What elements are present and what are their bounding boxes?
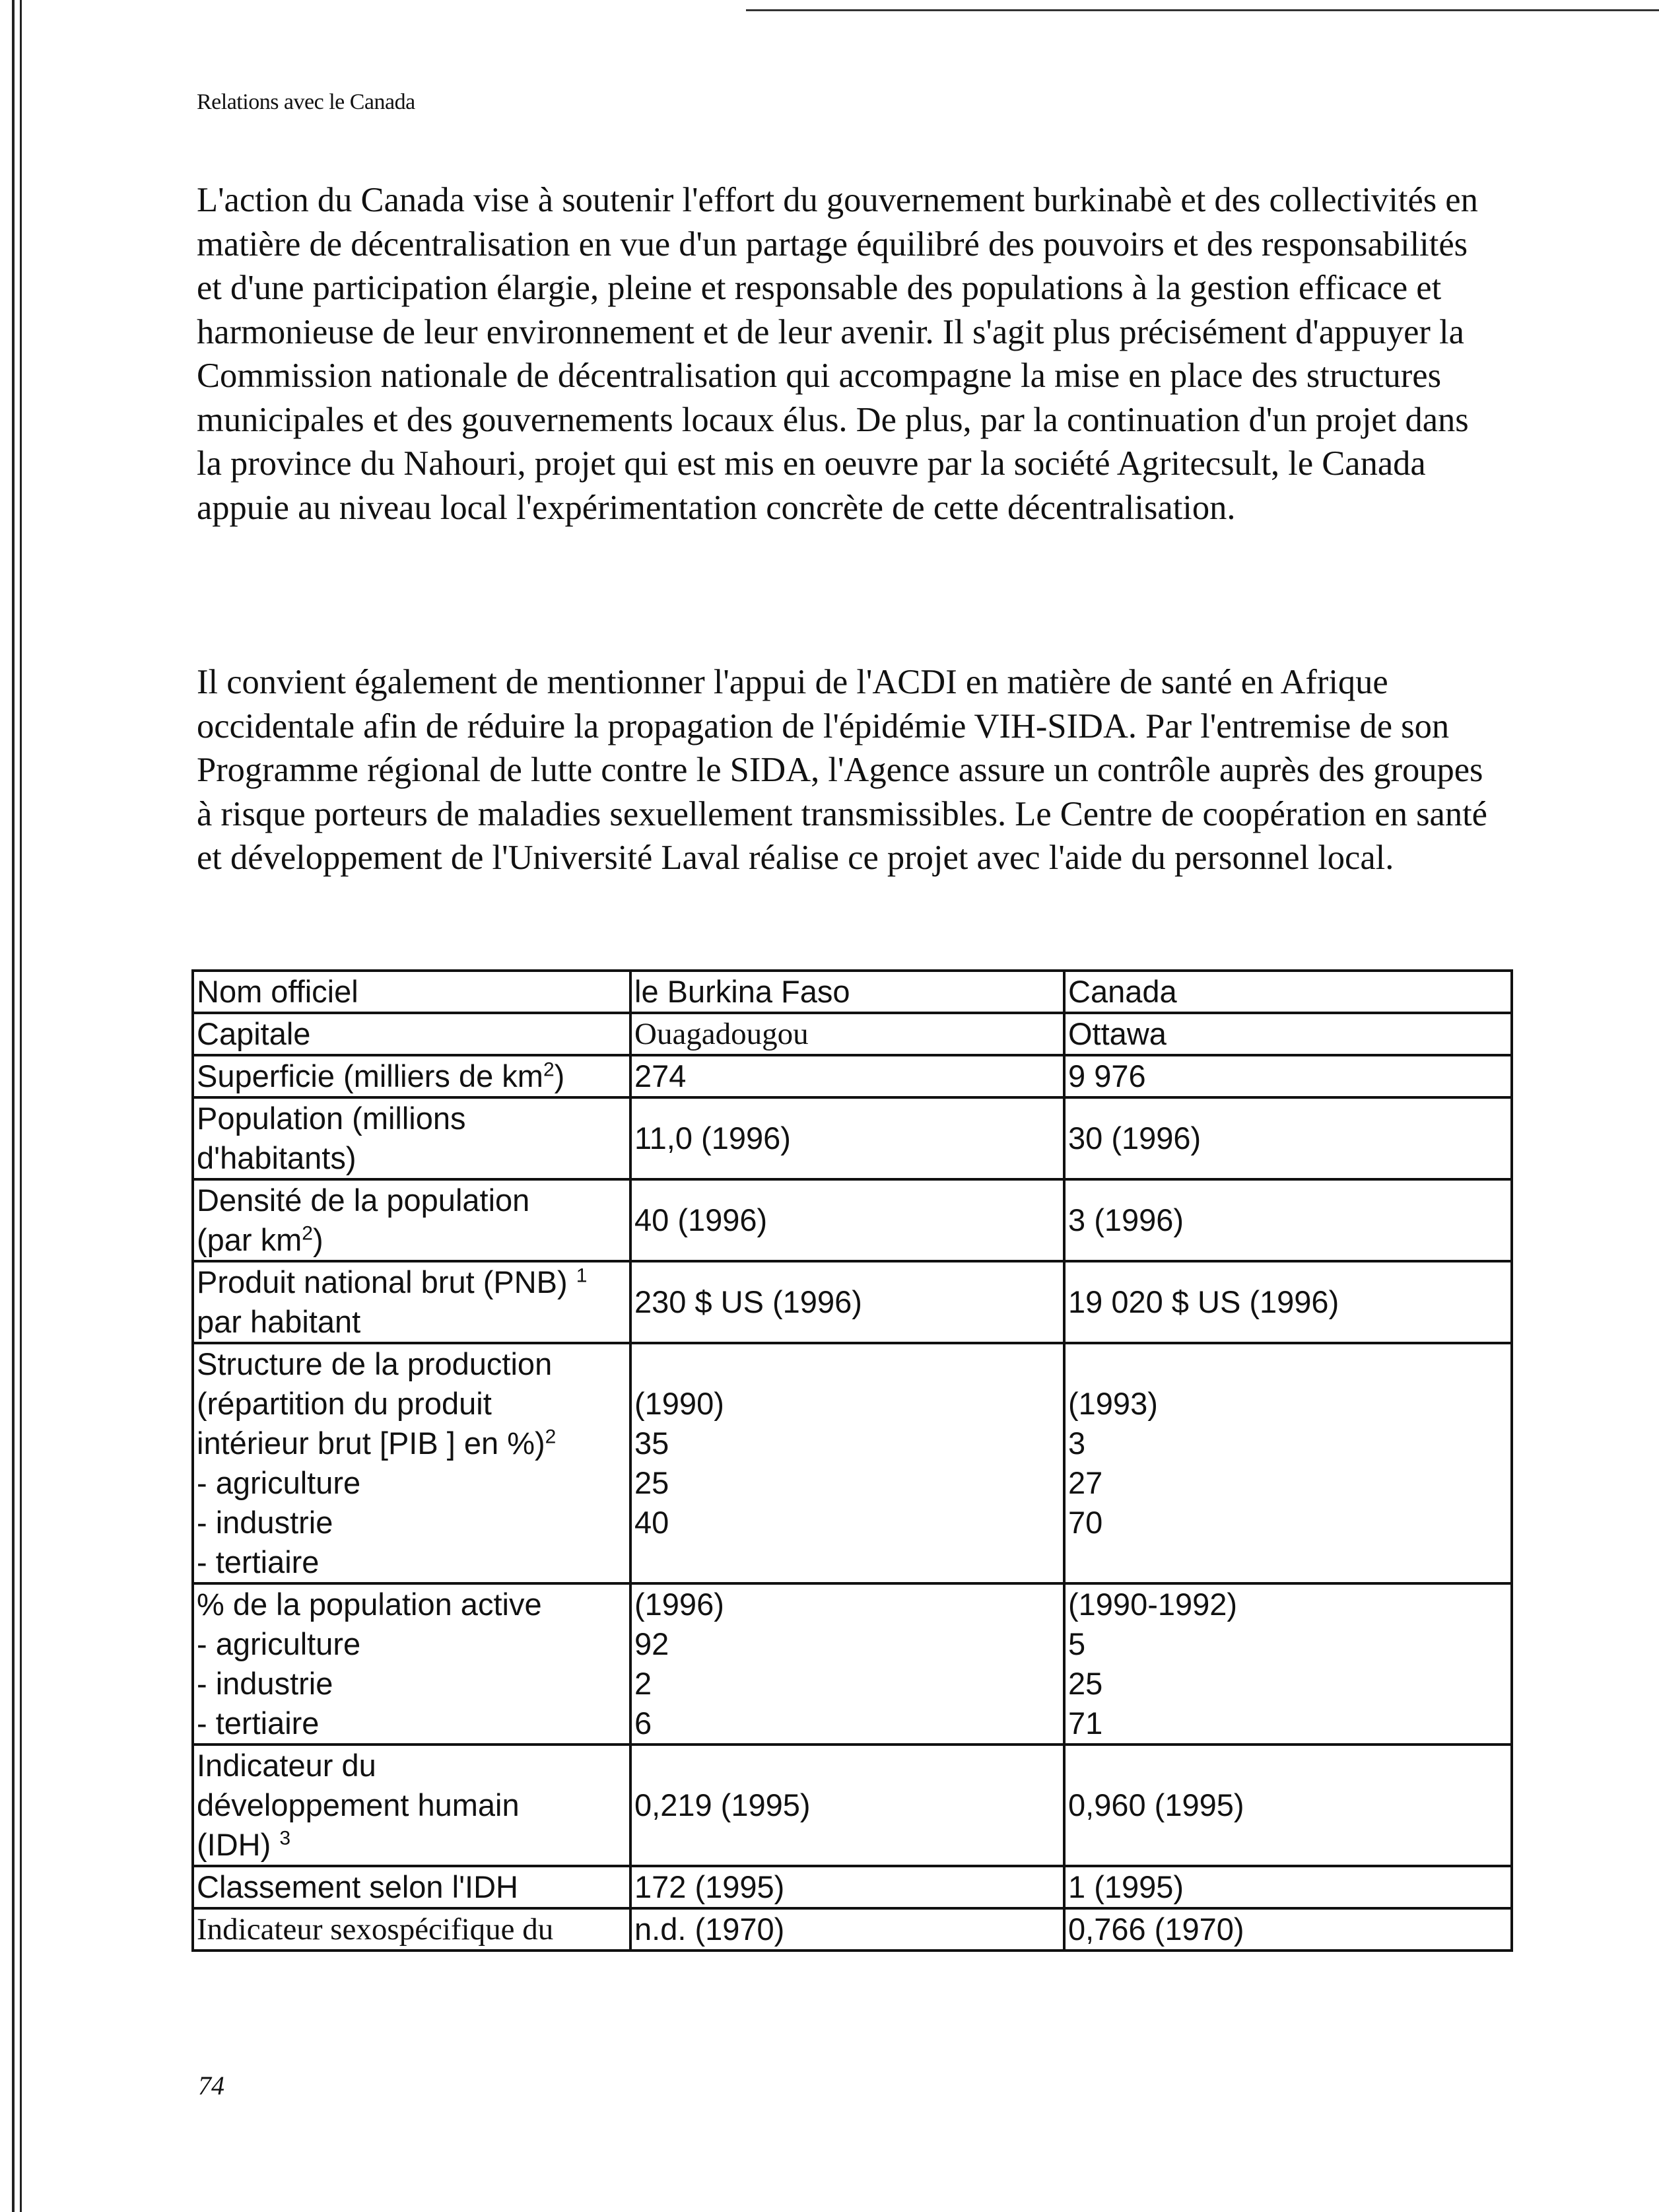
top-scan-rule [746, 9, 1659, 11]
label-text: Superficie (milliers de km [197, 1058, 543, 1093]
table-row-idh [193, 1745, 1512, 1866]
label-line: Indicateur du [197, 1748, 376, 1783]
label-text: (IDH) [197, 1827, 271, 1862]
label-line [197, 1220, 626, 1260]
row-label: Classement selon l'IDH [193, 1866, 630, 1908]
cell-canada: Canada [1064, 971, 1512, 1013]
spacer [1068, 1344, 1508, 1384]
page-number: 74 [198, 2071, 224, 2100]
table-row-population-active [193, 1583, 1512, 1745]
sector-label: - agriculture [197, 1626, 361, 1661]
running-header: Relations avec le Canada [197, 90, 415, 114]
label-line [197, 1262, 626, 1302]
value: 2 [634, 1666, 652, 1701]
label-line: Population (millions [197, 1101, 466, 1136]
label-end: ) [312, 1222, 323, 1257]
sector-label: - agriculture [197, 1465, 361, 1500]
table-row-capitale [193, 1013, 1512, 1055]
cell-canada: 9 976 [1064, 1055, 1512, 1097]
year-label: (1996) [634, 1587, 724, 1622]
label-text: intérieur brut [PIB ] en %) [197, 1426, 545, 1461]
value: 40 [634, 1505, 669, 1540]
sector-label: - tertiaire [197, 1706, 320, 1741]
label-line: (répartition du produit [197, 1386, 492, 1421]
superscript: 2 [543, 1058, 555, 1081]
label-text: Produit national brut (PNB) [197, 1264, 568, 1299]
row-label [193, 1097, 630, 1179]
table-row-classement-idh [193, 1866, 1512, 1908]
body-paragraph-sante: Il convient également de mentionner l'appui de l'ACDI en matière de santé en Afrique occidentale afin de réduire la propagation de l'épidémie VIH-SIDA. Par l'entremise de son Programme régional de lutte contre le SIDA, l'Agence assure un contrôle auprès des groupes à risque porteurs de maladies sexuellement transmissibles. Le Centre de coopération en santé et développement de l'Université Laval réalise ce projet avec l'aide du personnel local. [197, 663, 1487, 877]
table-row-superficie [193, 1055, 1512, 1097]
year-label: (1993) [1068, 1386, 1158, 1421]
value: 25 [634, 1465, 669, 1500]
year-label: (1990-1992) [1068, 1587, 1238, 1622]
cell-canada: 1 (1995) [1064, 1866, 1512, 1908]
superscript: 2 [302, 1222, 313, 1245]
sector-label: - industrie [197, 1666, 333, 1701]
cell-burkina: n.d. (1970) [630, 1908, 1064, 1951]
row-label [193, 1261, 630, 1343]
cell-canada: 0,960 (1995) [1064, 1745, 1512, 1866]
cell-burkina [630, 1343, 1064, 1583]
cell-burkina: 274 [630, 1055, 1064, 1097]
binding-edge-line-inner [20, 0, 22, 2212]
table-row-population [193, 1097, 1512, 1179]
label-line: développement humain [197, 1787, 520, 1822]
cell-burkina: 40 (1996) [630, 1179, 1064, 1261]
cell-burkina [630, 1583, 1064, 1745]
country-comparison-table [191, 969, 1513, 1952]
cell-burkina: le Burkina Faso [630, 971, 1064, 1013]
cell-canada [1064, 1343, 1512, 1583]
body-paragraph-decentralisation: L'action du Canada vise à soutenir l'effort du gouvernement burkinabè et des collectivités en matière de décentralisation en vue d'un partage équilibré des pouvoirs et des responsabilités et d'une participation élargie, pleine et responsable des populations à la gestion efficace et harmonieuse de leur environnement et de leur avenir. Il s'agit plus précisément d'appuyer la Commission nationale de décentralisation qui accompagne la mise en place des structures municipales et des gouvernements locaux élus. De plus, par la continuation d'un projet dans la province du Nahouri, projet qui est mis en oeuvre par la société Agritecsult, le Canada appuie au niveau local l'expérimentation concrète de cette décentralisation. [197, 181, 1478, 527]
cell-canada [1064, 1583, 1512, 1745]
row-label: Indicateur sexospécifique du [193, 1908, 630, 1951]
superscript: 1 [576, 1264, 588, 1287]
superscript: 3 [279, 1827, 290, 1849]
value: 27 [1068, 1465, 1103, 1500]
label-end: ) [554, 1058, 565, 1093]
table-row-pnb [193, 1261, 1512, 1343]
label-line [197, 1424, 626, 1463]
row-label [193, 1055, 630, 1097]
cell-burkina: 230 $ US (1996) [630, 1261, 1064, 1343]
cell-canada: 19 020 $ US (1996) [1064, 1261, 1512, 1343]
sector-label: - industrie [197, 1505, 333, 1540]
label-text: (par km [197, 1222, 302, 1257]
spacer [634, 1344, 1060, 1384]
value: 92 [634, 1626, 669, 1661]
cell-canada: 3 (1996) [1064, 1179, 1512, 1261]
row-label [193, 1583, 630, 1745]
row-label: Capitale [193, 1013, 630, 1055]
value: 3 [1068, 1426, 1086, 1461]
cell-burkina: Ouagadougou [630, 1013, 1064, 1055]
table-row-densite [193, 1179, 1512, 1261]
label-line: Densité de la population [197, 1183, 530, 1218]
cell-canada: Ottawa [1064, 1013, 1512, 1055]
row-label: Nom officiel [193, 971, 630, 1013]
label-line: par habitant [197, 1304, 361, 1339]
year-label: (1990) [634, 1386, 724, 1421]
label-line: d'habitants) [197, 1140, 356, 1175]
cell-burkina: 0,219 (1995) [630, 1745, 1064, 1866]
value: 35 [634, 1426, 669, 1461]
sector-label: - tertiaire [197, 1544, 320, 1579]
table-row-indicateur-sexospecifique [193, 1908, 1512, 1951]
cell-canada: 30 (1996) [1064, 1097, 1512, 1179]
label-line: % de la population active [197, 1587, 542, 1622]
table-row-structure-production [193, 1343, 1512, 1583]
superscript: 2 [545, 1426, 557, 1448]
label-line: Structure de la production [197, 1346, 553, 1381]
binding-edge-line [12, 0, 15, 2212]
value: 70 [1068, 1505, 1103, 1540]
value: 25 [1068, 1666, 1103, 1701]
cell-burkina: 172 (1995) [630, 1866, 1064, 1908]
cell-canada: 0,766 (1970) [1064, 1908, 1512, 1951]
value: 5 [1068, 1626, 1086, 1661]
row-label [193, 1179, 630, 1261]
row-label [193, 1745, 630, 1866]
row-label [193, 1343, 630, 1583]
label-line [197, 1825, 626, 1865]
table-row-nom-officiel [193, 971, 1512, 1013]
cell-burkina: 11,0 (1996) [630, 1097, 1064, 1179]
value: 71 [1068, 1706, 1103, 1741]
value: 6 [634, 1706, 652, 1741]
